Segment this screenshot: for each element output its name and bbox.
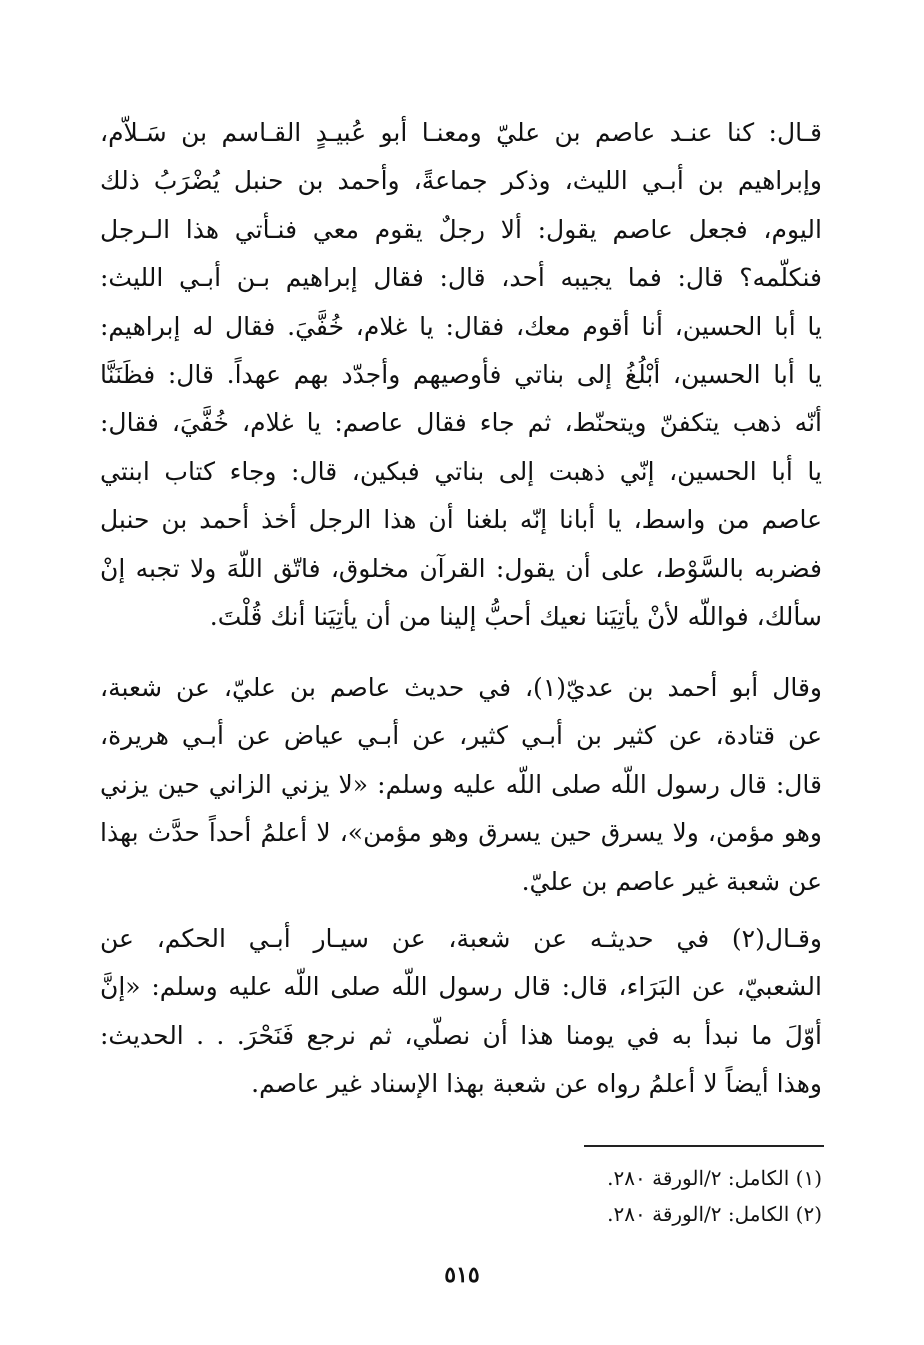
text-line: عاصم من واسط، يا أبانا إنّه بلغنا أن هذا الرجل أخذ أحمد بن حنبل [100, 505, 822, 535]
text-line: وقـال(٢) في حديثـه عن شعبة، عن سيـار أبـي الحكم، عن [100, 924, 822, 953]
text-line: سألك، فواللّه لأنْ يأتِيَنا نعيك أحبُّ إلينا من أن يأتِيَنا أنك قُلْتَ. [209, 602, 822, 632]
text-line: وهو مؤمن، ولا يسرق حين يسرق وهو مؤمن»، لا أعلمُ أحداً حدَّث بهذا [100, 818, 822, 848]
text-line: فنكلّمه؟ قال: فما يجيبه أحد، قال: فقال إبراهيم بـن أبـي الليث: [100, 263, 822, 293]
text-line: يا أبا الحسين، أبْلُغُ إلى بناتي فأوصيهم وأجدّد بهم عهداً. قال: فظَنَنَّا [100, 360, 822, 390]
paragraph-3 [100, 915, 822, 1109]
text-line: وقال أبو أحمد بن عديّ(١)، في حديث عاصم بن عليّ، عن شعبة، [100, 673, 822, 702]
text-line: يا أبا الحسين، إنّي ذهبت إلى بناتي فبكين، قال: وجاء كتاب ابنتي [100, 456, 822, 486]
paragraph-2 [100, 664, 822, 906]
footnote-1: (١) الكامل: ٢/الورقة ٢٨٠. [607, 1166, 822, 1190]
text-line: وهذا أيضاً لا أعلمُ رواه عن شعبة بهذا الإسناد غير عاصم. [251, 1069, 822, 1099]
text-line: الشعبيّ، عن البَرَاء، قال: قال رسول اللّه صلى اللّه عليه وسلم: «إنَّ [100, 972, 822, 1002]
text-line: قـال: كنا عنـد عاصم بن عليّ ومعنـا أبو عُبيـدٍ القـاسم بن سَـلاّم، [100, 118, 822, 147]
page-number: ٥١٥ [444, 1262, 480, 1288]
text-line: يا أبا الحسين، أنا أقوم معك، فقال: يا غلام، خُفَّيَ. فقال له إبراهيم: [100, 311, 822, 341]
footnote-divider [584, 1145, 824, 1147]
text-line: اليوم، فجعل عاصم يقول: ألا رجلٌ يقوم معي فنـأتي هذا الـرجل [100, 214, 822, 244]
footnote-2: (٢) الكامل: ٢/الورقة ٢٨٠. [607, 1202, 822, 1226]
footnotes [500, 1160, 822, 1232]
text-line: قال: قال رسول اللّه صلى اللّه عليه وسلم: «لا يزني الزاني حين يزني [100, 769, 822, 799]
text-line: أنّه ذهب يتكفنّ ويتحنّط، ثم جاء فقال عاصم: يا غلام، خُفَّيَ، فقال: [100, 408, 822, 438]
text-line: وإبراهيم بن أبـي الليث، وذكر جماعةً، وأحمد بن حنبل يُضْرَبُ ذلك [100, 166, 822, 196]
text-line: عن قتادة، عن كثير بن أبـي كثير، عن أبـي عياض عن أبـي هريرة، [100, 721, 822, 751]
text-line: عن شعبة غير عاصم بن عليّ. [521, 866, 822, 896]
text-line: أوّلَ ما نبدأ به في يومنا هذا أن نصلّي، ثم نرجع فَنَحْرَ. . . الحديث: [100, 1020, 822, 1050]
paragraph-1 [100, 109, 822, 641]
text-line: فضربه بالسَّوْط، على أن يقول: القرآن مخلوق، فاتّق اللّهَ ولا تجبه إنْ [100, 553, 822, 583]
